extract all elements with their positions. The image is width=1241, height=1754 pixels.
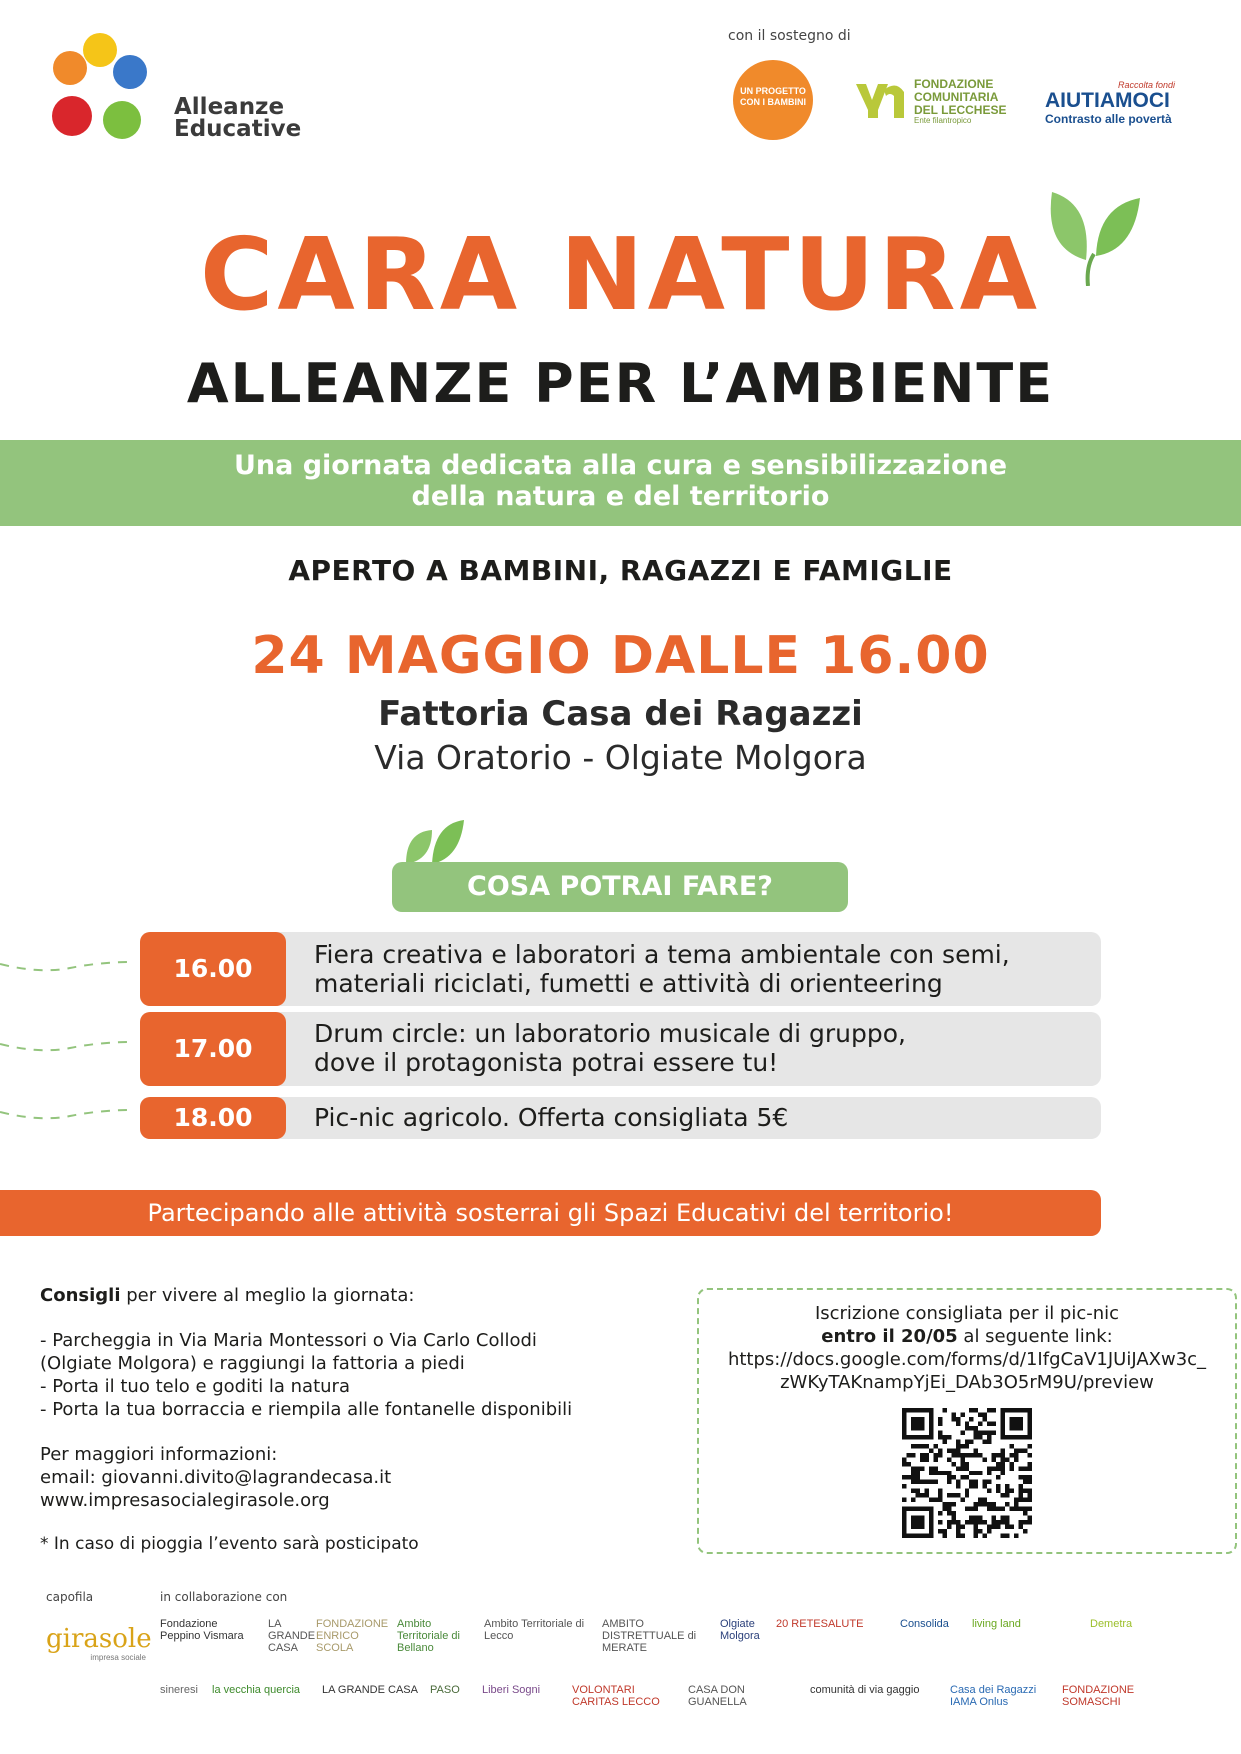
partner-logo: Olgiate Molgora xyxy=(720,1618,760,1642)
partner-logo: Ambito Territoriale di Lecco xyxy=(484,1618,585,1642)
event-date: 24 MAGGIO DALLE 16.00 xyxy=(251,626,990,686)
girasole-logo xyxy=(46,1624,152,1664)
support-note: Partecipando alle attività sosterrai gli Spazi Educativi del territorio! xyxy=(147,1199,954,1227)
activity-line: Drum circle: un laboratorio musicale di gruppo, xyxy=(314,1019,907,1048)
aiutiamoci-subtitle: Contrasto alle povertà xyxy=(1045,112,1172,126)
support-label: con il sostegno di xyxy=(728,28,851,44)
partner-logo: LA GRANDE CASA xyxy=(268,1618,316,1654)
qr-code-icon[interactable] xyxy=(902,1408,1032,1538)
partner-logo: la vecchia quercia xyxy=(212,1684,301,1696)
partner-logo: Demetra xyxy=(1090,1618,1133,1630)
registration-deadline xyxy=(697,1325,1237,1348)
activity-time: 16.00 xyxy=(140,932,286,1006)
registration-text xyxy=(697,1302,1237,1394)
fondazione-comunitaria-logo xyxy=(852,78,1012,128)
partner-logo: living land xyxy=(972,1618,1021,1630)
event-venue: Fattoria Casa dei Ragazzi xyxy=(378,694,863,734)
event-subtitle: ALLEANZE PER L’AMBIENTE xyxy=(186,352,1055,415)
fondazione-mark-icon xyxy=(852,80,906,120)
con-i-bambini-logo: UN PROGETTO CON I BAMBINI xyxy=(733,60,813,140)
activity-line: Fiera creativa e laboratori a tema ambientale con semi, xyxy=(314,940,1010,969)
info-email[interactable]: email: giovanni.divito@lagrandecasa.it xyxy=(40,1467,392,1488)
tips-intro-bold: Consigli xyxy=(40,1285,121,1306)
activity-time: 18.00 xyxy=(140,1097,286,1139)
registration-deadline-rest: al seguente link: xyxy=(957,1326,1113,1347)
registration-line: Iscrizione consigliata per il pic-nic xyxy=(814,1303,1120,1324)
activity-line: materiali riciclati, fumetti e attività di orienteering xyxy=(314,969,943,998)
aiutiamoci-tag: Raccolta fondi xyxy=(1117,80,1175,90)
partner-logo: FONDAZIONE SOMASCHI xyxy=(1062,1684,1135,1708)
partner-logo: PASO xyxy=(430,1684,460,1696)
info-label: Per maggiori informazioni: xyxy=(40,1444,278,1465)
capofila-label: capofila xyxy=(46,1590,94,1604)
tip-item: - Parcheggia in Via Maria Montessori o Via Carlo Collodi xyxy=(40,1330,537,1351)
event-address: Via Oratorio - Olgiate Molgora xyxy=(374,738,867,777)
activity-line: dove il protagonista potrai essere tu! xyxy=(314,1048,779,1077)
partner-logo: CASA DON GUANELLA xyxy=(688,1684,747,1708)
registration-deadline-bold: entro il 20/05 xyxy=(821,1326,958,1347)
dashed-divider xyxy=(0,960,132,974)
partner-logo: Fondazione Peppino Vismara xyxy=(160,1618,244,1642)
registration-link[interactable]: zWKyTAKnampYjEi_DAb3O5rM9U/preview xyxy=(780,1372,1154,1393)
tagline-line-2: della natura e del territorio xyxy=(411,481,830,512)
aiutiamoci-logo xyxy=(1045,80,1205,126)
registration-link[interactable]: https://docs.google.com/forms/d/1IfgCaV1JUiJAXw3c_ xyxy=(727,1349,1207,1370)
activities-heading: COSA POTRAI FARE? xyxy=(392,862,848,912)
dashed-divider xyxy=(0,1040,132,1054)
activity-description xyxy=(314,1019,906,1077)
partner-logo: Ambito Territoriale di Bellano xyxy=(397,1618,460,1654)
partner-logo: Consolida xyxy=(900,1618,949,1630)
alleanze-educative-logo xyxy=(42,30,154,148)
tip-item: - Porta il tuo telo e goditi la natura xyxy=(40,1376,350,1397)
rain-note: * In caso di pioggia l’evento sarà posticipato xyxy=(40,1534,419,1554)
partner-logo: Liberi Sogni xyxy=(482,1684,541,1696)
tagline xyxy=(0,450,1241,512)
fondazione-subtitle: Ente filantropico xyxy=(914,116,972,125)
tip-item: - Porta la tua borraccia e riempila alle fontanelle disponibili xyxy=(40,1399,573,1420)
info-website[interactable]: www.impresasocialegirasole.org xyxy=(40,1490,330,1511)
partner-logo: comunità di via gaggio xyxy=(810,1684,920,1696)
activity-description xyxy=(314,1103,788,1132)
aiutiamoci-name: AIUTIAMOCI xyxy=(1045,89,1170,112)
partner-logo: AMBITO DISTRETTUALE di MERATE xyxy=(602,1618,697,1654)
brand-name: Alleanze Educative xyxy=(174,94,302,142)
activity-time: 17.00 xyxy=(140,1012,286,1086)
partner-logo: 20 RETESALUTE xyxy=(776,1618,864,1630)
audience: APERTO A BAMBINI, RAGAZZI E FAMIGLIE xyxy=(288,554,953,587)
activity-line: Pic-nic agricolo. Offerta consigliata 5€ xyxy=(314,1103,789,1132)
tips-section xyxy=(40,1284,680,1512)
leaf-icon xyxy=(402,820,466,868)
girasole-name: girasole xyxy=(46,1624,152,1654)
collaboration-label: in collaborazione con xyxy=(160,1590,288,1604)
event-title: CARA NATURA xyxy=(199,216,1042,333)
tip-item: (Olgiate Molgora) e raggiungi la fattoria a piedi xyxy=(40,1353,465,1374)
partner-logo: LA GRANDE CASA xyxy=(322,1684,418,1696)
girasole-subtitle: impresa sociale xyxy=(90,1653,146,1662)
partner-logo: sineresi xyxy=(160,1684,198,1696)
tips-intro-rest: per vivere al meglio la giornata: xyxy=(120,1285,415,1306)
partner-logo: FONDAZIONE ENRICO SCOLA xyxy=(316,1618,389,1654)
tagline-line-1: Una giornata dedicata alla cura e sensibilizzazione xyxy=(233,450,1008,481)
partner-logo: Casa dei Ragazzi IAMA Onlus xyxy=(950,1684,1037,1708)
activity-description xyxy=(314,940,1010,998)
dashed-divider xyxy=(0,1108,132,1122)
tips-intro xyxy=(40,1284,680,1307)
partner-logo: VOLONTARI CARITAS LECCO xyxy=(572,1684,660,1708)
fondazione-name: FONDAZIONE COMUNITARIA DEL LECCHESE xyxy=(914,77,1007,117)
